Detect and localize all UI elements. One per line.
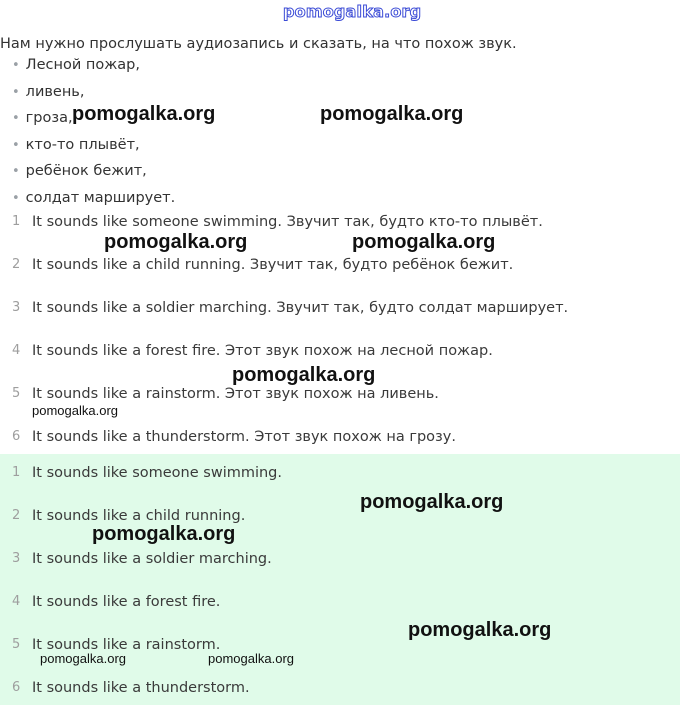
list-item: • кто-то плывёт, (12, 136, 175, 163)
row-text: It sounds like a soldier marching. Звучит так, будто солдат марширует. (32, 300, 569, 316)
row-number: 6 (12, 680, 21, 695)
list-item: • гроза, (12, 109, 175, 136)
row-number: 5 (12, 637, 21, 652)
row-number: 2 (12, 508, 21, 523)
sound-list (12, 56, 175, 215)
list-item: • ребёнок бежит, (12, 162, 175, 189)
row-number: 3 (12, 551, 21, 566)
answer-row (0, 669, 680, 712)
row-text: It sounds like someone swimming. (32, 465, 282, 481)
row-text: It sounds like someone swimming. Звучит так, будто кто-то плывёт. (32, 214, 543, 230)
row-number: 6 (12, 429, 21, 444)
watermark: pomogalka.org (352, 231, 496, 253)
answer-row (0, 454, 680, 497)
row-text: It sounds like a forest fire. Этот звук похож на лесной пожар. (32, 343, 493, 359)
row-text: It sounds like a child running. (32, 508, 246, 524)
watermark: pomogalka.org (72, 103, 216, 125)
watermark: pomogalka.org (40, 651, 126, 666)
watermark: pomogalka.org (360, 491, 504, 513)
watermark: pomogalka.org (32, 403, 118, 418)
row-number: 3 (12, 300, 21, 315)
row-number: 1 (12, 465, 21, 480)
row-text: It sounds like a thunderstorm. (32, 680, 250, 696)
row-text: It sounds like a thunderstorm. Этот звук похож на грозу. (32, 429, 456, 445)
watermark: pomogalka.org (408, 619, 552, 641)
row-text: It sounds like a soldier marching. (32, 551, 272, 567)
watermark: pomogalka.org (232, 364, 376, 386)
watermark: pomogalka.org (104, 231, 248, 253)
row-number: 4 (12, 343, 21, 358)
list-item: • солдат марширует. (12, 189, 175, 216)
row-text: It sounds like a rainstorm. Этот звук похож на ливень. (32, 386, 439, 402)
row-number: 2 (12, 257, 21, 272)
translation-row (0, 294, 680, 337)
row-number: 5 (12, 386, 21, 401)
translation-list (0, 208, 680, 466)
watermark: pomogalka.org (320, 103, 464, 125)
row-text: It sounds like a rainstorm. (32, 637, 221, 653)
answer-block (0, 454, 680, 705)
translation-row (0, 208, 680, 251)
row-number: 1 (12, 214, 21, 229)
watermark: pomogalka.org (92, 523, 236, 545)
answer-row (0, 540, 680, 583)
row-text: It sounds like a child running. Звучит так, будто ребёнок бежит. (32, 257, 514, 273)
watermark: pomogalka.org (208, 651, 294, 666)
row-number: 4 (12, 594, 21, 609)
row-text: It sounds like a forest fire. (32, 594, 221, 610)
translation-row (0, 251, 680, 294)
list-item: • ливень, (12, 83, 175, 110)
task-intro: Нам нужно прослушать аудиозапись и сказать, на что похож звук. (0, 36, 517, 52)
list-item: • Лесной пожар, (12, 56, 175, 83)
site-logo: pomogalka.org (283, 2, 422, 21)
answer-row (0, 583, 680, 626)
